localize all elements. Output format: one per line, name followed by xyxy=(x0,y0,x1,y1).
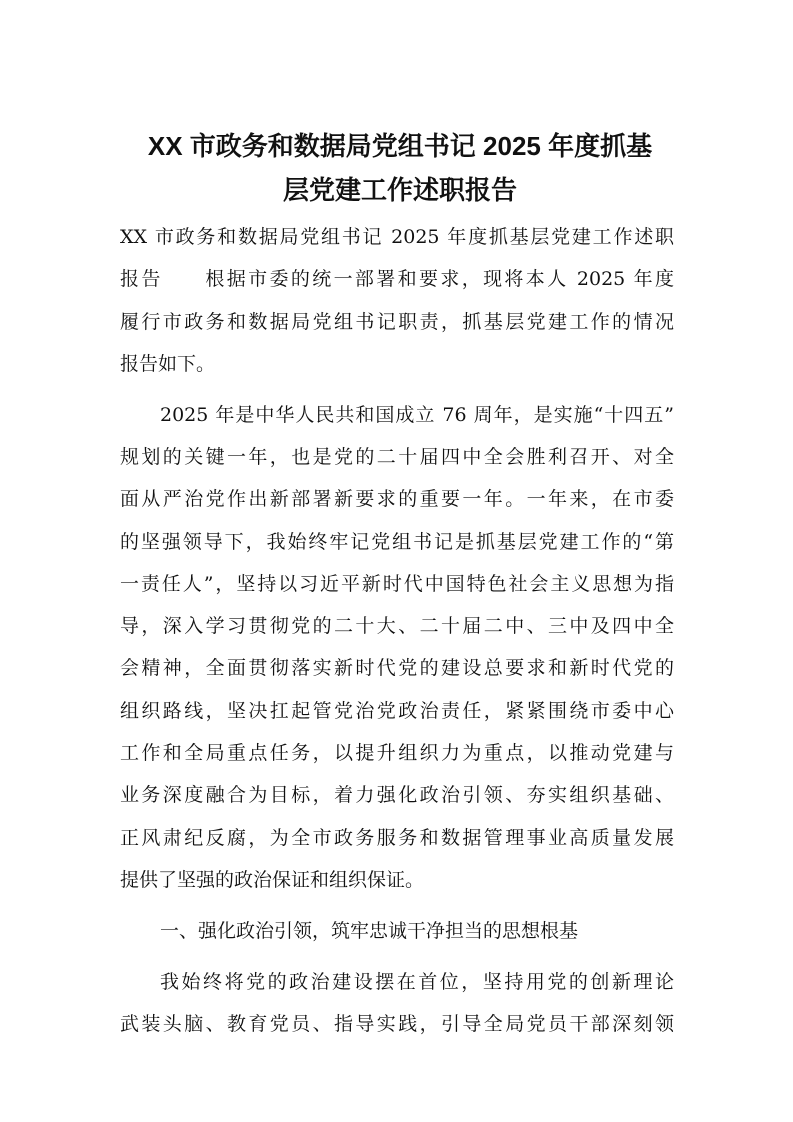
paragraph xyxy=(120,216,674,385)
document-title xyxy=(110,124,690,212)
text-line: 正风肃纪反腐，为全市政务服务和数据管理事业高质量发展 xyxy=(120,826,674,849)
text-line: 面从严治党作出新部署新要求的重要一年。一年来，在市委 xyxy=(120,488,674,511)
text-line: 组织路线，坚决扛起管党治党政治责任，紧紧围绕市委中心 xyxy=(120,699,674,722)
text-line: 武装头脑、教育党员、指导实践，引导全局党员干部深刻领 xyxy=(120,1012,674,1035)
text-line: XX 市政务和数据局党组书记 2025 年度抓基层党建工作述职 xyxy=(120,226,674,248)
title-line: XX 市政务和数据局党组书记 2025 年度抓基 xyxy=(147,131,653,161)
paragraph xyxy=(120,394,674,902)
paragraph xyxy=(120,961,674,1046)
text-line: 导，深入学习贯彻党的二十大、二十届二中、三中及四中全 xyxy=(120,615,674,638)
text-line: 2025 年是中华人民共和国成立 76 周年，是实施“十四五” xyxy=(160,403,674,426)
text-line: 一、强化政治引领，筑牢忠诚干净担当的思想根基 xyxy=(160,919,579,942)
text-line: 一责任人”，坚持以习近平新时代中国特色社会主义思想为指 xyxy=(120,572,674,595)
text-line: 履行市政务和数据局党组书记职责，抓基层党建工作的情况 xyxy=(120,310,674,333)
text-line: 提供了坚强的政治保证和组织保证。 xyxy=(120,868,425,891)
text-line: 报告如下。 xyxy=(120,352,216,375)
text-line: 规划的关键一年，也是党的二十届四中全会胜利召开、对全 xyxy=(120,445,674,468)
text-line: 业务深度融合为目标，着力强化政治引领、夯实组织基础、 xyxy=(120,784,674,807)
text-line: 工作和全局重点任务，以提升组织力为重点，以推动党建与 xyxy=(120,742,674,765)
text-line: 报告 根据市委的统一部署和要求，现将本人 2025 年度 xyxy=(120,268,674,291)
title-line: 层党建工作述职报告 xyxy=(282,175,517,205)
section-heading xyxy=(120,910,674,952)
text-line: 我始终将党的政治建设摆在首位，坚持用党的创新理论 xyxy=(160,970,674,993)
text-line: 的坚强领导下，我始终牢记党组书记是抓基层党建工作的“第 xyxy=(120,530,674,553)
text-line: 会精神，全面贯彻落实新时代党的建设总要求和新时代党的 xyxy=(120,657,674,680)
document-body xyxy=(120,216,674,1054)
